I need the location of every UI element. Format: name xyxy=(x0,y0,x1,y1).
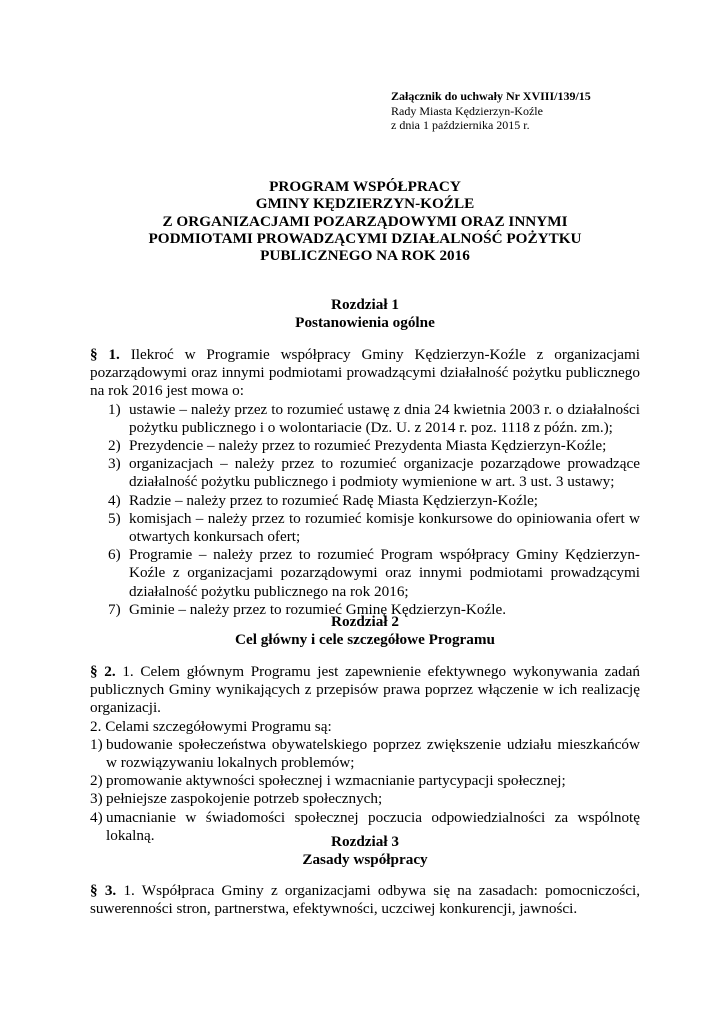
item-text: Prezydencie – należy przez to rozumieć Prezydenta Miasta Kędzierzyn-Koźle; xyxy=(129,437,607,455)
chapter-number: Rozdział 3 xyxy=(331,833,399,850)
section-1-intro xyxy=(90,346,640,401)
list-item xyxy=(90,790,640,808)
item-text: umacnianie w świadomości społecznej poczucia odpowiedzialności za wspólnotę lokalną. xyxy=(106,808,640,844)
item-text: Programie – należy przez to rozumieć Program współpracy Gminy Kędzierzyn-Koźle z organizacjami pozarządowymi oraz innymi podmiotami prowadzącymi działalność pożytku publicznego na rok 2016; xyxy=(129,546,640,600)
goals-list xyxy=(90,736,640,845)
definitions-list xyxy=(90,401,640,619)
item-text: pełniejsze zaspokojenie potrzeb społecznych; xyxy=(106,790,383,808)
document-title xyxy=(90,178,640,264)
section-text: 1. Współpraca Gminy z organizacjami odbywa się na zasadach: pomocniczości, suwerenności stron, partnerstwa, efektywności, uczciwej konkurencji, jawności. xyxy=(90,882,641,918)
list-item xyxy=(90,546,640,601)
attachment-council: Rady Miasta Kędzierzyn-Koźle xyxy=(391,103,543,118)
chapter-2-heading xyxy=(90,613,640,649)
chapter-title: Postanowienia ogólne xyxy=(295,314,435,331)
item-number: 1) xyxy=(108,400,121,418)
section-3-para-1 xyxy=(90,882,640,918)
attachment-title: Załącznik do uchwały Nr XVIII/139/15 xyxy=(391,89,591,103)
section-mark: § 3. xyxy=(90,882,117,899)
item-number: 6) xyxy=(108,546,121,564)
chapter-number: Rozdział 1 xyxy=(331,296,399,313)
item-number: 4) xyxy=(90,808,103,826)
chapter-1-heading xyxy=(90,296,640,332)
item-text: ustawie – należy przez to rozumieć ustawę z dnia 24 kwietnia 2003 r. o działalności pożytku publicznego i o wolontariacie (Dz. U. z 2014 r. poz. 1118 z późn. zm.); xyxy=(129,400,640,436)
list-item xyxy=(90,492,640,510)
item-text: budowanie społeczeństwa obywatelskiego poprzez zwiększenie udziału mieszkańców w rozwiązywaniu lokalnych problemów; xyxy=(106,735,640,772)
section-text: Ilekroć w Programie współpracy Gminy Kędzierzyn-Koźle z organizacjami pozarządowymi oraz innymi podmiotami prowadzącymi działalność pożytku publicznego na rok 2016 jest mowa o: xyxy=(90,346,641,400)
chapter-3-heading xyxy=(90,833,640,869)
title-line: PUBLICZNEGO NA ROK 2016 xyxy=(260,247,470,265)
item-number: 2) xyxy=(90,772,103,790)
list-item xyxy=(90,455,640,491)
list-item xyxy=(90,437,640,455)
chapter-title: Cel główny i cele szczegółowe Programu xyxy=(235,631,495,648)
item-text: komisjach – należy przez to rozumieć komisje konkursowe do opiniowania ofert w otwartych konkursach ofert; xyxy=(129,509,640,546)
section-2-para-2: 2. Celami szczegółowymi Programu są: xyxy=(90,717,332,735)
section-2 xyxy=(90,663,640,845)
section-mark: § 1. xyxy=(90,346,120,363)
section-3 xyxy=(90,882,640,918)
item-text: Gminie – należy przez to rozumieć Gminę Kędzierzyn-Koźle. xyxy=(129,600,506,618)
item-text: promowanie aktywności społecznej i wzmacnianie partycypacji społecznej; xyxy=(106,772,566,790)
attachment-date: z dnia 1 października 2015 r. xyxy=(391,118,530,132)
item-text: Radzie – należy przez to rozumieć Radę Miasta Kędzierzyn-Koźle; xyxy=(129,491,539,509)
chapter-number: Rozdział 2 xyxy=(331,613,399,630)
title-line: Z ORGANIZACJAMI POZARZĄDOWYMI ORAZ INNYMI xyxy=(162,212,568,230)
section-2-para-1 xyxy=(90,663,640,718)
attachment-header xyxy=(391,89,591,133)
list-item xyxy=(90,772,640,790)
section-text: 1. Celem głównym Programu jest zapewnienie efektywnego wykonywania zadań publicznych Gminy wynikających z przepisów prawa poprzez włączenie w ich realizację organizacji. xyxy=(90,663,641,717)
item-number: 3) xyxy=(90,790,103,808)
item-number: 4) xyxy=(108,491,121,509)
chapter-title: Zasady współpracy xyxy=(302,851,428,868)
item-number: 1) xyxy=(90,735,103,753)
title-line: GMINY KĘDZIERZYN-KOŹLE xyxy=(255,195,475,213)
list-item xyxy=(90,510,640,546)
list-item xyxy=(90,401,640,437)
item-text: organizacjach – należy przez to rozumieć organizacje pozarządowe prowadzące działalność pożytku publicznego i podmioty wymienione w art. 3 ust. 3 ustawy; xyxy=(129,455,640,491)
item-number: 3) xyxy=(108,455,121,473)
list-item xyxy=(90,736,640,772)
item-number: 2) xyxy=(108,437,121,455)
section-mark: § 2. xyxy=(90,663,116,680)
title-line: PODMIOTAMI PROWADZĄCYMI DZIAŁALNOŚĆ POŻYTKU xyxy=(148,229,582,247)
item-number: 5) xyxy=(108,509,121,527)
section-1 xyxy=(90,346,640,619)
item-number: 7) xyxy=(108,600,121,618)
title-line: PROGRAM WSPÓŁPRACY xyxy=(269,178,461,195)
